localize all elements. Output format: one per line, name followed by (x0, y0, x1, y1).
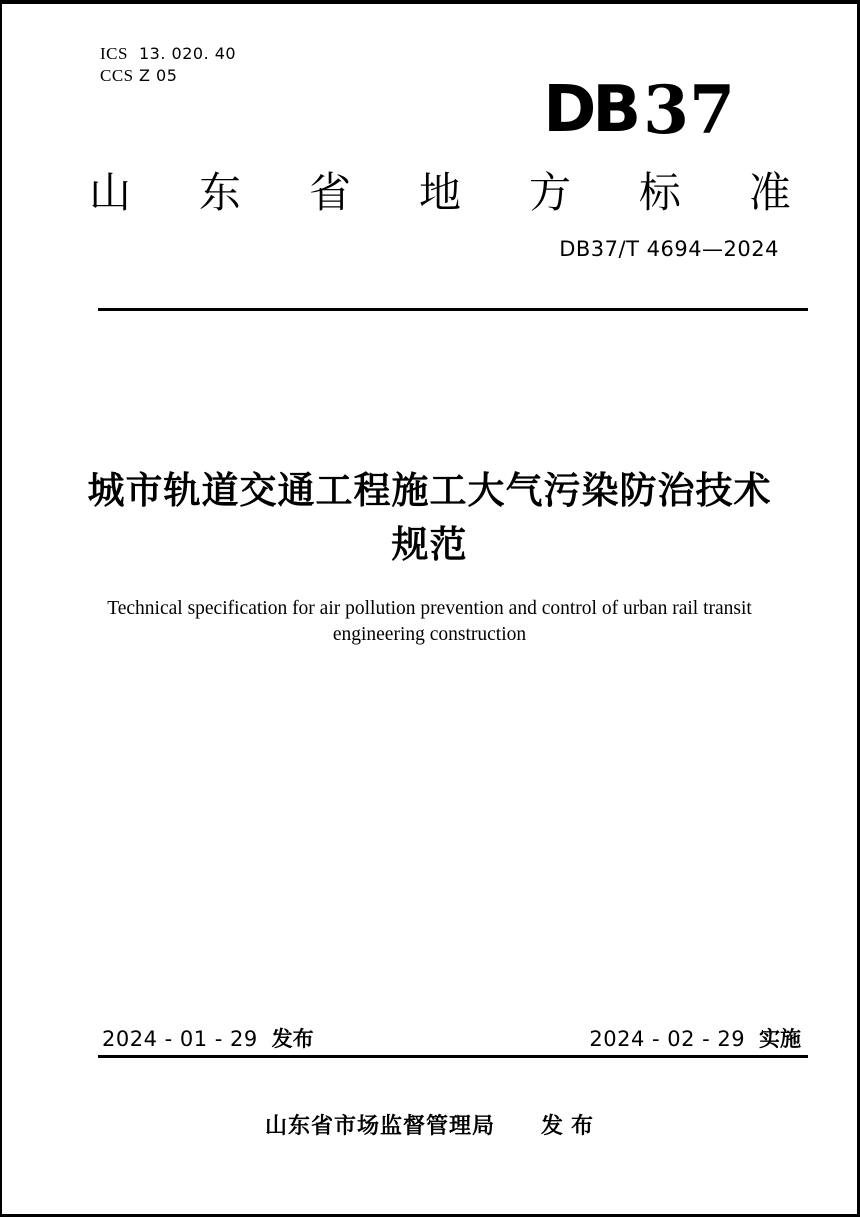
issue-date-item (102, 1027, 314, 1052)
document-title-line2: 规范 (391, 524, 468, 565)
ics-code-row (100, 43, 236, 65)
ccs-code-row (100, 65, 236, 87)
issue-date: 2024 - 01 - 29 (102, 1027, 258, 1051)
header-divider-line (98, 308, 808, 311)
implementation-date-label: 实施 (759, 1028, 801, 1051)
implementation-date: 2024 - 02 - 29 (589, 1027, 746, 1051)
ics-value: 13. 020. 40 (139, 44, 237, 63)
document-title-zh (42, 464, 817, 572)
ccs-label: CCS (100, 66, 134, 85)
document-title-en-line2: engineering construction (332, 624, 527, 645)
document-title-en (42, 596, 817, 648)
db37-logo (543, 71, 735, 149)
dates-row (102, 1027, 801, 1052)
ics-label: ICS (100, 44, 128, 63)
category-char: 方 (528, 169, 571, 216)
category-char: 准 (748, 169, 791, 216)
document-title-en-line1: Technical specification for air pollution prevention and control of urban rail transit (107, 598, 752, 619)
classification-codes (100, 43, 236, 87)
implementation-date-item (589, 1027, 801, 1052)
category-char: 东 (198, 169, 241, 216)
issue-date-label: 发布 (271, 1028, 314, 1051)
document-title-line1: 城市轨道交通工程施工大气污染防治技术 (87, 470, 772, 511)
db37-logo-number: 37 (643, 71, 735, 149)
ccs-value: Z 05 (139, 66, 178, 85)
category-char: 标 (638, 169, 681, 216)
category-char: 山 (89, 169, 132, 216)
standard-category-title (89, 170, 791, 216)
footer-divider-line (98, 1055, 808, 1058)
publisher-line: 山东省市场监督管理局 发 布 (264, 1113, 595, 1138)
category-char: 省 (308, 169, 351, 216)
db37-logo-db: DB (543, 73, 638, 147)
standard-number: DB37/T 4694—2024 (559, 237, 779, 261)
category-char: 地 (418, 169, 461, 216)
